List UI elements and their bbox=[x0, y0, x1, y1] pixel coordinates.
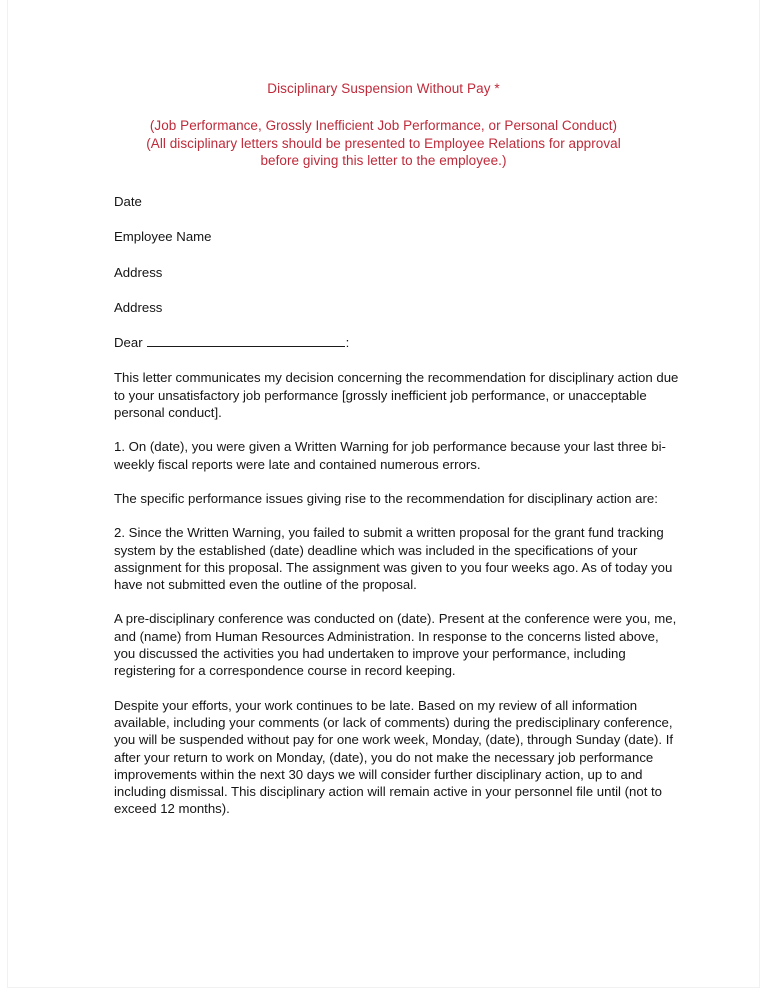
body-paragraph-2: 1. On (date), you were given a Written Warning for job performance because your last three bi-weekly fiscal reports were late and contained numerous errors. bbox=[114, 439, 666, 472]
document-title: Disciplinary Suspension Without Pay * bbox=[267, 81, 500, 96]
body-paragraph-4: 2. Since the Written Warning, you failed to submit a written proposal for the grant fund tracking system by the established (date) deadline which was included in the specifications of your assignment for this proposal. The assignment was given to you four weeks ago. As of today you have not submitted even the outline of the proposal. bbox=[114, 525, 673, 593]
address-line-address-2: Address bbox=[114, 299, 163, 315]
body-paragraph-5: A pre-disciplinary conference was conducted on (date). Present at the conference were you, me, and (name) from Human Resources Administration. In response to the concerns listed above, you discussed the activities you had undertaken to improve your performance, including registering for a correspondence course in record keeping. bbox=[114, 611, 677, 679]
address-line-date: Date bbox=[114, 194, 142, 209]
heading-subtitle-block bbox=[8, 117, 759, 170]
salutation bbox=[114, 334, 680, 351]
address-line-employee-name: Employee Name bbox=[114, 229, 212, 245]
document-page bbox=[7, 0, 760, 988]
page-content bbox=[8, 0, 759, 987]
body-paragraph-1: This letter communicates my decision concerning the recommendation for disciplinary action due to your unsatisfactory job performance [grossly inefficient job performance, or unacceptable personal conduct]. bbox=[114, 370, 679, 421]
heading-subtitle-line-2: (All disciplinary letters should be presented to Employee Relations for approval bbox=[146, 135, 621, 151]
salutation-greeting: Dear bbox=[114, 335, 143, 351]
heading-subtitle-line-1: (Job Performance, Grossly Inefficient Job Performance, or Personal Conduct) bbox=[149, 118, 618, 133]
body-paragraph-6: Despite your efforts, your work continues to be late. Based on my review of all information available, including your comments (or lack of comments) during the predisciplinary conference, you will be suspended without pay for one work week, Monday, (date), through Sunday (date). If after your return to work on Monday, (date), you do not make the necessary job performance improvements within the next 30 days we will consider further disciplinary action, up to and including dismissal. This disciplinary action will remain active in your personnel file until (not to exceed 12 months). bbox=[114, 697, 674, 817]
letter-body bbox=[114, 193, 680, 818]
body-paragraph-3: The specific performance issues giving rise to the recommendation for disciplinary action are: bbox=[114, 490, 658, 506]
heading-subtitle-line-3: before giving this letter to the employee.) bbox=[260, 153, 507, 168]
salutation-punctuation: : bbox=[345, 335, 350, 351]
address-line-address-1: Address bbox=[114, 264, 163, 280]
letter-heading bbox=[8, 80, 759, 170]
salutation-blank-field[interactable] bbox=[147, 335, 345, 347]
